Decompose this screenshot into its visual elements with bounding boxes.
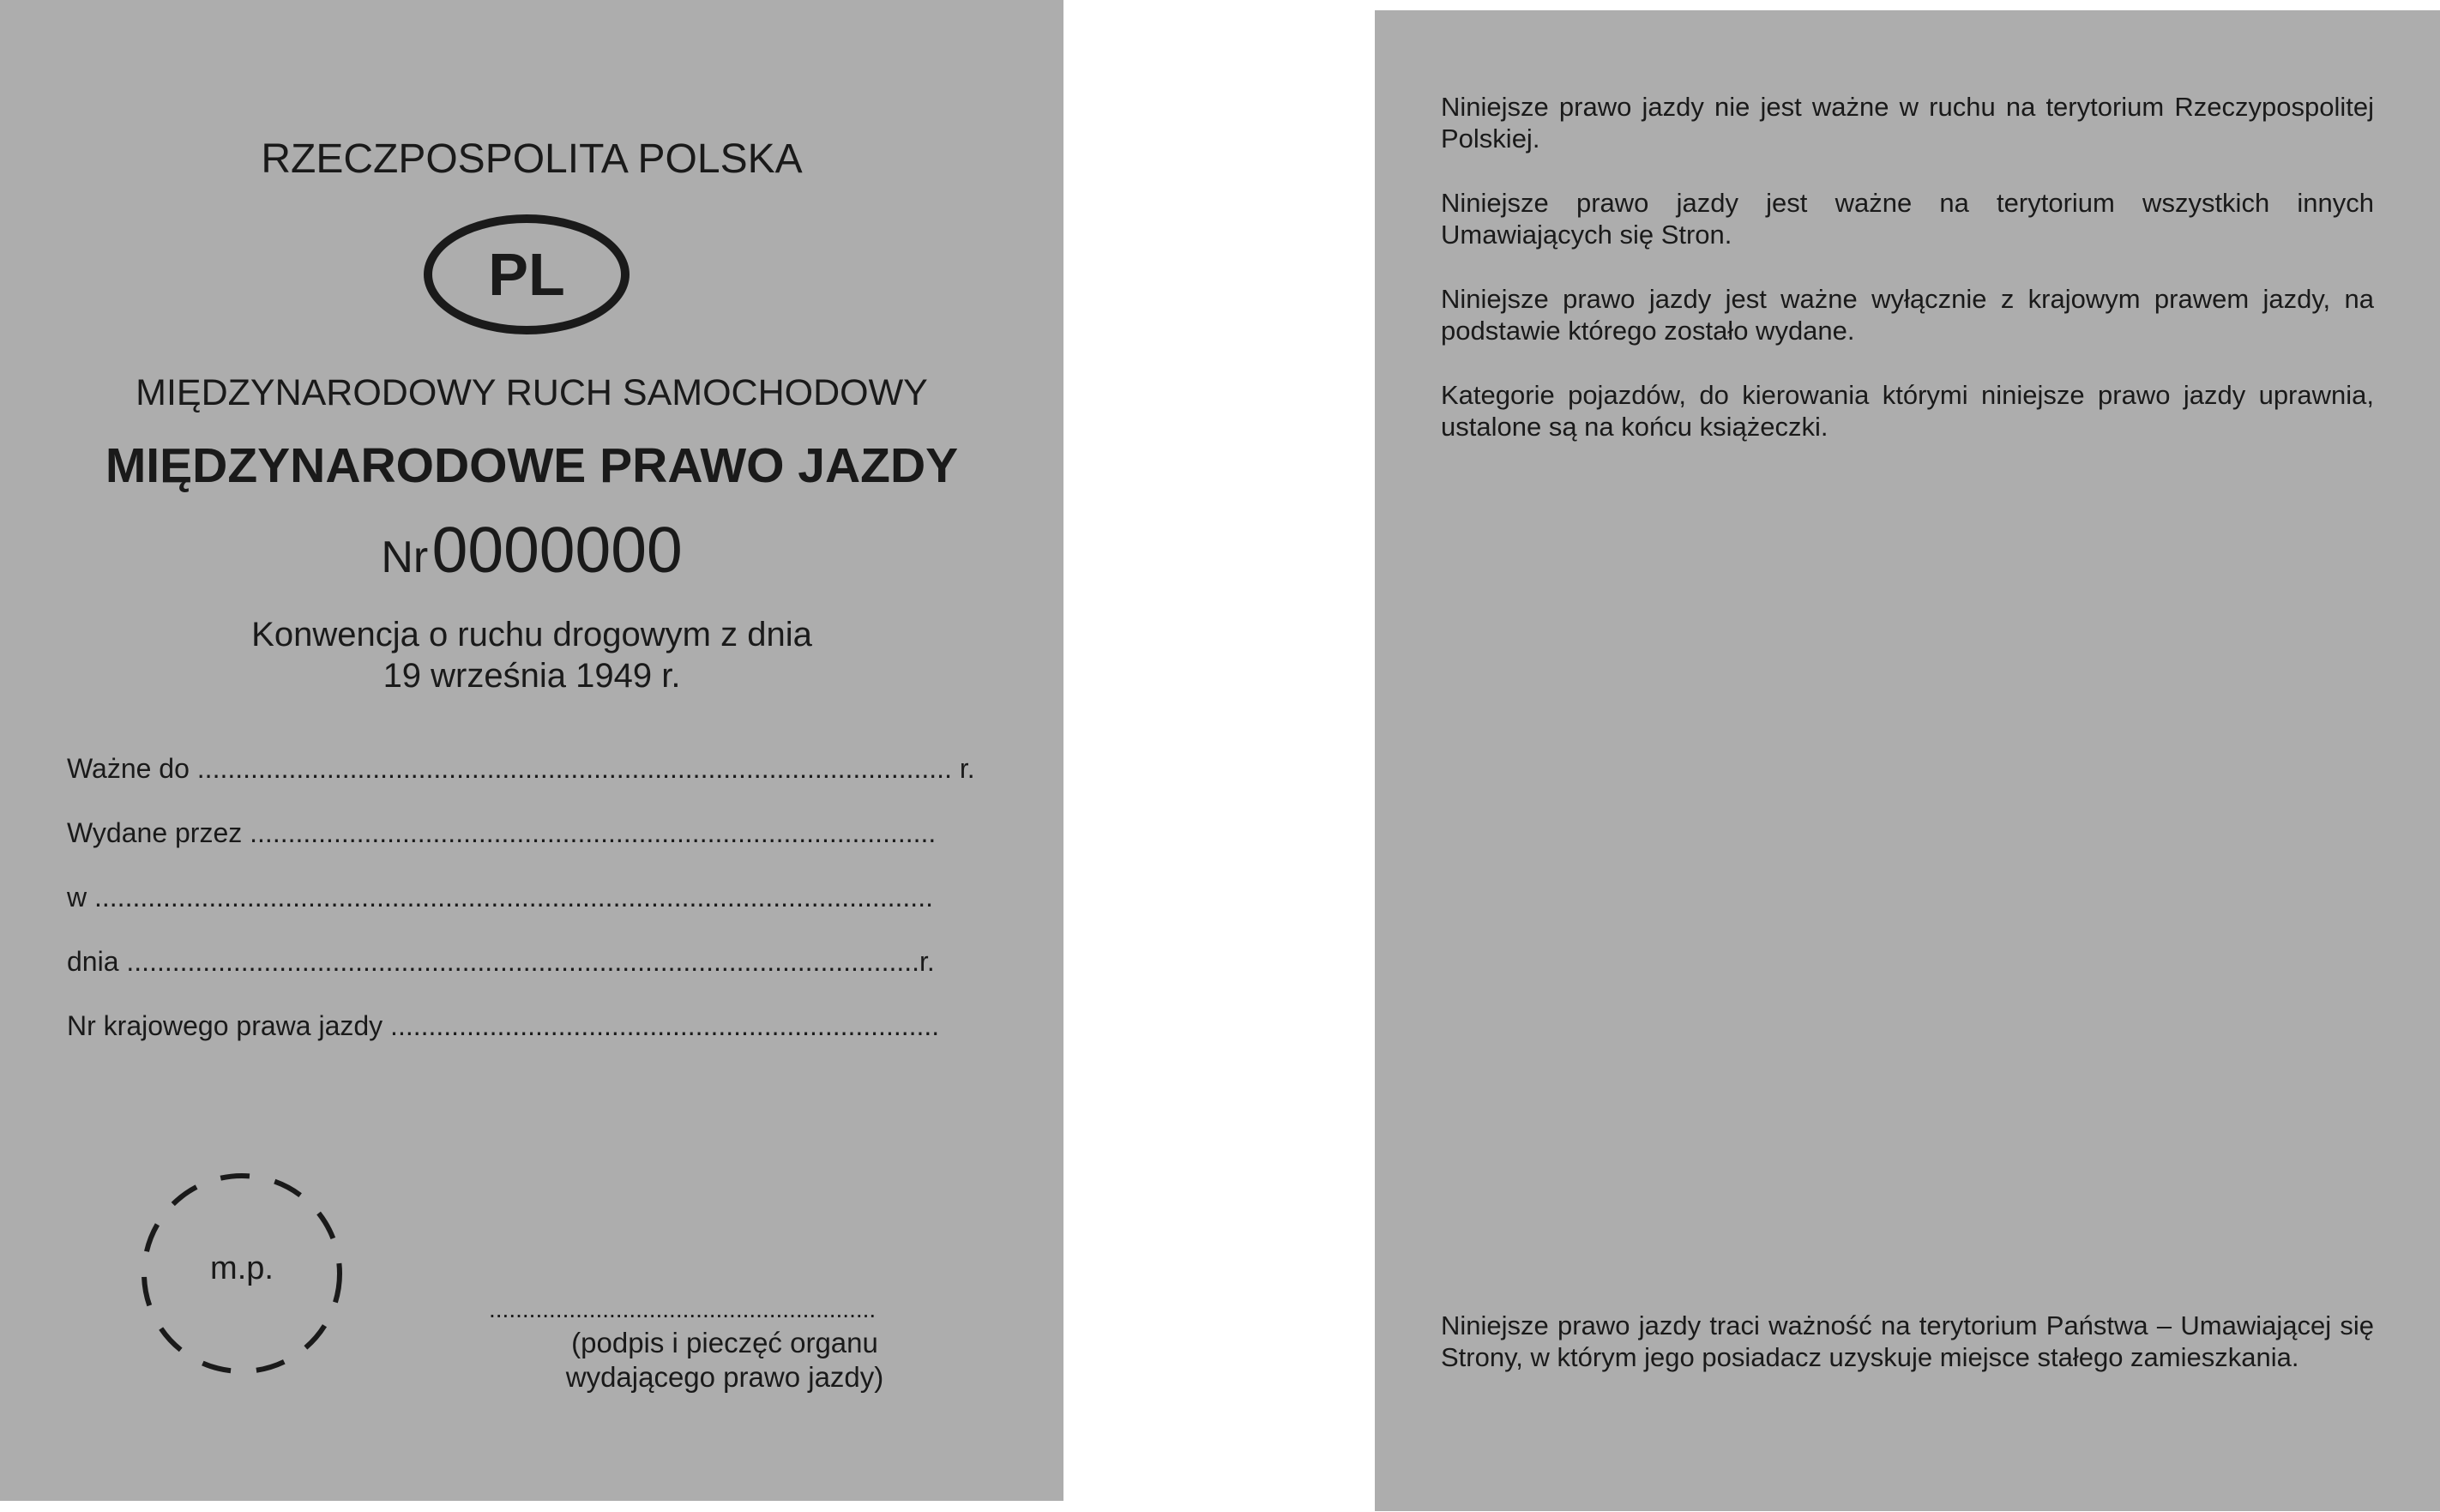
document-subtitle: MIĘDZYNARODOWY RUCH SAMOCHODOWY [136,372,928,413]
validity-note-4: Kategorie pojazdów, do kierowania którymi niniejsze prawo jazdy uprawnia, ustalone są na końcu książeczki. [1441,380,2374,442]
convention-reference [0,614,1063,696]
country-code-oval [424,214,630,334]
country-name: RZECZPOSPOLITA POLSKA [261,136,803,182]
field-issued-in: w .............................................................................................................. [67,882,933,913]
document-number [0,511,1063,607]
document-title: MIĘDZYNARODOWE PRAWO JAZDY [105,438,959,493]
field-national-licence-number: Nr krajowego prawa jazdy ........................................................................ [67,1010,940,1041]
signature-line: .......................................................... [489,1296,877,1322]
expiry-note: Niniejsze prawo jazdy traci ważność na terytorium Państwa – Umawiającej się Strony, w którym jego posiadacz uzyskuje miejsce stałego zamieszkania. [1441,1310,2374,1372]
convention-line-1: Konwencja o ruchu drogowym z dnia [251,616,812,654]
field-valid-until: Ważne do ................................................................................................... r. [67,753,975,784]
convention-line-2: 19 września 1949 r. [383,657,681,695]
field-issued-by: Wydane przez .......................................................................................... [67,817,937,848]
signature-caption: (podpis i pieczęć organu wydającego prawo jazdy) [565,1327,884,1393]
validity-note-2: Niniejsze prawo jazdy jest ważne na terytorium wszystkich innych Umawiających się Stron. [1441,188,2374,250]
stamp-label: m.p. [210,1250,274,1286]
field-issue-date: dnia ........................................................................................................r. [67,946,935,977]
document-number-value: 0000000 [431,514,683,586]
validity-note-1: Niniejsze prawo jazdy nie jest ważne w ruchu na terytorium Rzeczypospolitej Polskiej. [1441,92,2374,154]
validity-note-3: Niniejsze prawo jazdy jest ważne wyłącznie z krajowym prawem jazdy, na podstawie którego zostało wydane. [1441,284,2374,346]
document-number-prefix: Nr [381,533,429,582]
country-code: PL [488,241,565,308]
